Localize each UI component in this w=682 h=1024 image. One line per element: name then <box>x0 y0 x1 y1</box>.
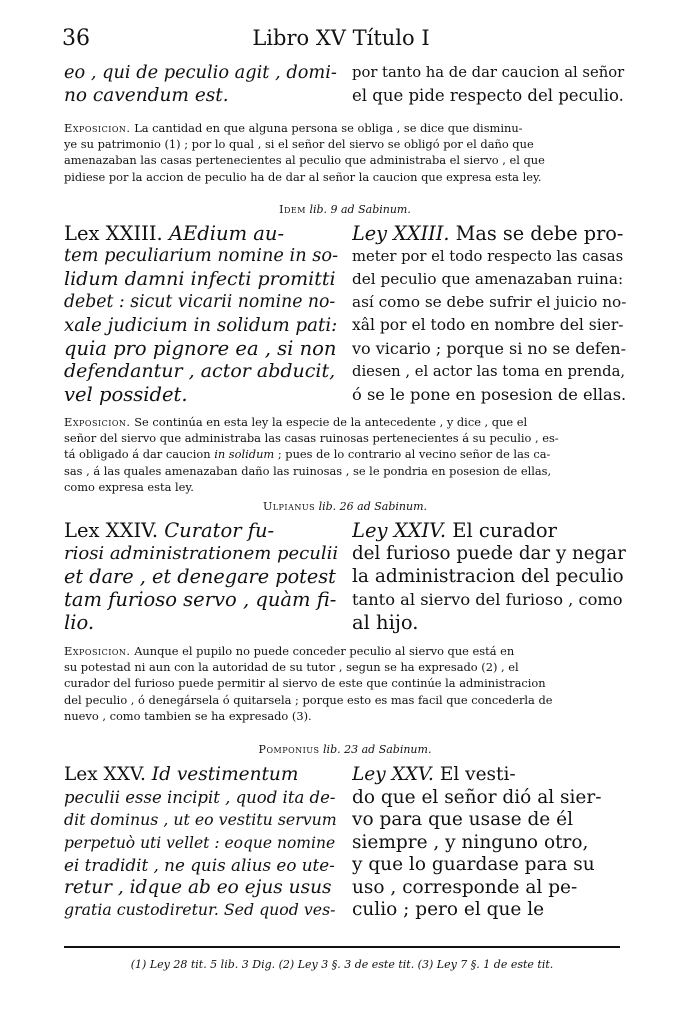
exposicion-1 <box>64 120 626 185</box>
lex-23-spanish <box>352 222 626 406</box>
ley-label: Ley XXV. <box>352 764 434 785</box>
exposicion-line: nuevo , como tambien se ha expresado (3). <box>64 708 312 723</box>
lex-23-block <box>64 222 626 406</box>
latin-text: AEdium au- <box>168 222 285 245</box>
exposicion-label: Exposicion. <box>64 415 131 429</box>
source-author: Pomponius <box>258 743 320 756</box>
spanish-line: del furioso puede dar y negar <box>352 543 626 564</box>
spanish-line <box>352 519 626 542</box>
top-spanish-column <box>352 62 626 107</box>
source-author: Idem <box>279 203 306 216</box>
spanish-line: al hijo. <box>352 611 419 634</box>
exposicion-2 <box>64 414 626 495</box>
exposicion-line <box>64 120 626 136</box>
spanish-line: culio ; pero el que le <box>352 899 545 920</box>
exposicion-line: del peculio , ó denegársela ó quitarsela ; porque esto es mas facil que concederla de <box>64 692 553 707</box>
latin-line <box>64 519 338 542</box>
latin-text: Id vestimentum <box>151 764 299 785</box>
latin-line: lio. <box>64 611 95 634</box>
spanish-text: Mas se debe pro- <box>455 222 624 245</box>
page-header <box>62 26 620 52</box>
exposicion-line <box>64 414 626 430</box>
exposicion-line: curador del furioso puede permitir al siervo de este que continúe la administracion <box>64 676 546 691</box>
spanish-line: tanto al siervo del furioso , como <box>352 590 623 609</box>
exposicion-3 <box>64 643 626 724</box>
exposicion-line: sas , á las quales amenazaban daño las ruinosas , se le pondria en posesion de ellas, <box>64 463 552 478</box>
exposicion-line <box>64 643 626 659</box>
latin-line: et dare , et denegare potest <box>64 565 336 588</box>
spanish-line: vo para que usase de él <box>352 809 573 830</box>
spanish-line: y que lo guardase para su <box>352 854 595 875</box>
latin-line: debet : sicut vicarii nomine no- <box>64 292 336 312</box>
spanish-line: meter por el todo respecto las casas <box>352 248 624 265</box>
latin-line: quia pro pignore ea , si non <box>64 337 337 360</box>
latin-line <box>64 764 338 787</box>
latin-text: Curator fu- <box>164 519 275 542</box>
spanish-line: xâl por el todo en nombre del sier- <box>352 316 624 334</box>
lex-label: Lex XXIV. <box>64 519 159 542</box>
latin-line <box>64 222 338 245</box>
exposicion-label: Exposicion. <box>64 644 131 658</box>
lex-25-block <box>64 764 626 922</box>
spanish-text: El vesti- <box>439 764 516 785</box>
latin-line: defendantur , actor abducit, <box>64 360 336 382</box>
running-title: Libro XV Título I <box>252 26 430 50</box>
latin-line: riosi administrationem peculii <box>64 543 338 564</box>
footnotes: (1) Ley 28 tit. 5 lib. 3 Dig. (2) Ley 3 §. 3 de este tit. (3) Ley 7 §. 1 de este tit. <box>130 958 554 971</box>
source-citation-1 <box>64 203 626 216</box>
latin-line: perpetuò uti vellet : eoque nomine <box>64 833 336 852</box>
lex-24-latin <box>64 519 338 634</box>
exposicion-line: ye su patrimonio (1) ; por lo qual , si el señor del siervo se obligó por el daño que <box>64 137 534 152</box>
latin-line: no cavendum est. <box>64 84 229 106</box>
exposicion-line: pidiese por la accion de peculio ha de dar al señor la caucion que expresa esta ley. <box>64 169 542 184</box>
page-number: 36 <box>62 26 90 51</box>
spanish-line: diesen , el actor las toma en prenda, <box>352 363 626 380</box>
latin-line: peculii esse incipit , quod ita de- <box>64 787 336 807</box>
lex-24-block <box>64 519 626 634</box>
exposicion-text: tá obligado á dar caucion <box>64 447 211 462</box>
source-reference: lib. 23 ad Sabinum. <box>323 743 432 756</box>
footnote-rule <box>64 946 620 948</box>
lex-23-latin <box>64 222 338 406</box>
spanish-line <box>352 764 626 787</box>
spanish-line: siempre , y ninguno otro, <box>352 831 589 853</box>
source-citation-3 <box>64 743 626 756</box>
exposicion-line <box>64 446 626 462</box>
latin-line: eo , qui de peculio agit , domi- <box>64 63 337 83</box>
exposicion-text: Se continúa en esta ley la especie de la antecedente , y dice , que el <box>134 415 528 429</box>
source-author: Ulpianus <box>262 500 316 513</box>
spanish-line: vo vicario ; porque si no se defen- <box>352 339 626 358</box>
exposicion-line: amenazaban las casas pertenecientes al peculio que administraba el siervo , el que <box>64 153 545 168</box>
spanish-line: uso , corresponde al pe- <box>352 876 578 898</box>
latin-line: retur , idque ab eo ejus usus <box>64 876 332 898</box>
lex-label: Lex XXIII. <box>64 222 163 245</box>
latin-line: lidum damni infecti promitti <box>64 268 336 290</box>
source-citation-2 <box>64 500 626 513</box>
exposicion-text: Aunque el pupilo no puede conceder peculio al siervo que está en <box>134 644 515 658</box>
top-block <box>64 62 626 107</box>
spanish-line: así como se debe sufrir el juicio no- <box>352 293 626 311</box>
latin-line: ei tradidit , ne quis alius eo ute- <box>64 855 335 875</box>
exposicion-line: su potestad ni aun con la autoridad de su tutor , segun se ha expresado (2) , el <box>64 660 519 675</box>
spanish-text: El curador <box>452 519 557 542</box>
latin-line: xale judicium in solidum pati: <box>64 315 338 336</box>
spanish-line <box>352 222 626 245</box>
spanish-line: el que pide respecto del peculio. <box>352 85 624 105</box>
lex-25-spanish <box>352 764 626 922</box>
source-reference: lib. 26 ad Sabinum. <box>318 500 428 513</box>
lex-24-spanish <box>352 519 626 634</box>
latin-line: tam furioso servo , quàm fi- <box>64 588 337 611</box>
latin-line: dit dominus , ut eo vestitu servum <box>64 810 337 829</box>
ley-label: Ley XXIII. <box>352 222 450 245</box>
latin-line: tem peculiarium nomine in so- <box>64 246 338 266</box>
exposicion-line: señor del siervo que administraba las casas ruinosas pertenecientes á su peculio , es- <box>64 431 559 446</box>
ley-label: Ley XXIV. <box>352 519 447 542</box>
latin-line: vel possidet. <box>64 383 188 406</box>
spanish-line: ó se le pone en posesion de ellas. <box>352 385 626 404</box>
lex-25-latin <box>64 764 338 922</box>
exposicion-text: La cantidad en que alguna persona se obliga , se dice que disminu- <box>134 121 523 135</box>
source-reference: lib. 9 ad Sabinum. <box>309 203 411 216</box>
latin-line: gratia custodiretur. Sed quod ves- <box>64 900 336 919</box>
exposicion-italic: in solidum <box>214 447 275 462</box>
spanish-line: por tanto ha de dar caucion al señor <box>352 64 625 81</box>
exposicion-line: como expresa esta ley. <box>64 479 194 494</box>
exposicion-label: Exposicion. <box>64 121 131 135</box>
exposicion-text: ; pues de lo contrario al vecino señor de las ca- <box>277 447 551 462</box>
spanish-line: do que el señor dió al sier- <box>352 786 602 808</box>
spanish-line: la administracion del peculio <box>352 566 624 587</box>
top-latin-column <box>64 62 338 107</box>
lex-label: Lex XXV. <box>64 764 146 785</box>
spanish-line: del peculio que amenazaban ruina: <box>352 270 624 288</box>
